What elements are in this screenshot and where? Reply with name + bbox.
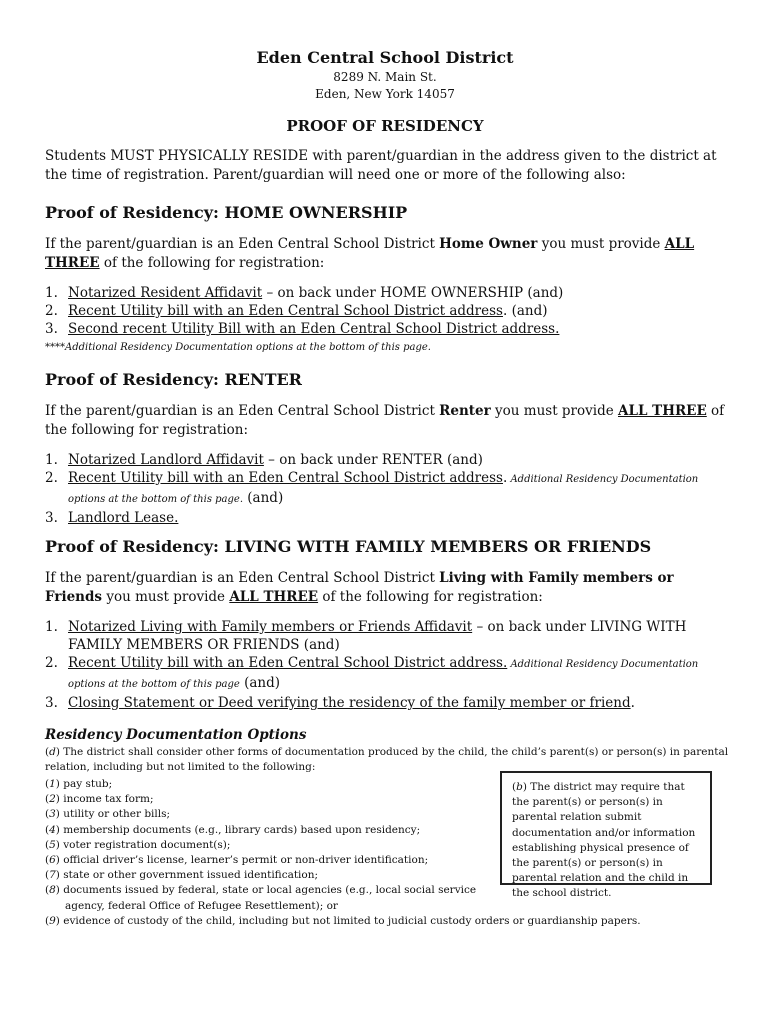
option-number: 7 [49, 869, 56, 882]
option-text: ) official driver’s license, learner’s permit or non-driver identification; [55, 854, 429, 867]
renter-list [45, 451, 735, 527]
subsection-b-text: ) The district may require that the parent(s) or person(s) in parental relation submit documentation and/or information establishing physical presence of the parent(s) or person(s) in parental relation and the child in the school district. [512, 781, 696, 900]
option-text: ) documents issued by federal, state or local agencies (e.g., local social service [55, 884, 477, 897]
lead-text: If the parent/guardian is an Eden Central School District [45, 236, 440, 252]
item-requirement: Recent Utility bill with an Eden Central School District address [68, 303, 503, 319]
intro-paragraph: Students MUST PHYSICALLY RESIDE with parent/guardian in the address given to the district at the time of registration. Parent/guardian will need one or more of the following also: [45, 148, 717, 183]
list-item [45, 469, 735, 509]
option-number: 4 [49, 823, 56, 836]
lead-bold: Home Owner [439, 236, 538, 252]
item-number: 3. [45, 695, 58, 711]
list-item [45, 302, 735, 320]
item-number: 3. [45, 321, 58, 337]
list-item [45, 618, 735, 654]
item-number: 1. [45, 285, 58, 301]
item-requirement: Recent Utility bill with an Eden Central School District address [68, 470, 503, 486]
item-text: (and) [239, 675, 281, 691]
home-ownership-lead [45, 235, 735, 273]
item-text: – on back under RENTER (and) [263, 452, 483, 468]
option-number: 3 [49, 808, 56, 821]
option-item: (1) pay stub; [45, 778, 113, 790]
lead-bold: Renter [439, 403, 491, 419]
option-item: (8) documents issued by federal, state or local agencies (e.g., local social service agency, federal Office of Refugee Resettlement); or [45, 883, 495, 913]
option-number: 9 [49, 915, 56, 927]
option-text: ) state or other government issued identification; [55, 869, 319, 882]
option-text: ) income tax form; [55, 793, 154, 806]
lead-text: of the following for registration: [45, 403, 725, 438]
family-lead [45, 569, 735, 607]
item-requirement: Notarized Resident Affidavit [68, 285, 263, 301]
document-title: PROOF OF RESIDENCY [286, 117, 484, 135]
item-text: (and) [243, 490, 284, 506]
lead-text: If the parent/guardian is an Eden Central School District [45, 403, 440, 419]
note-text: Additional Residency Documentation options at the bottom of this page. [65, 342, 431, 353]
list-item [45, 451, 735, 469]
item-text: . [502, 470, 508, 486]
item-requirement: Recent Utility bill with an Eden Central School District address. [68, 655, 508, 671]
family-heading: Proof of Residency: LIVING WITH FAMILY MEMBERS OR FRIENDS [45, 537, 652, 556]
district-address-line1: 8289 N. Main St. [333, 70, 437, 84]
home-ownership-note [45, 342, 431, 353]
lead-text: you must provide [537, 236, 665, 252]
district-name: Eden Central School District [256, 48, 514, 67]
option-item-last: (9) evidence of custody of the child, including but not limited to judicial custody orders or guardianship papers. [45, 915, 641, 927]
lead-text: you must provide [490, 403, 618, 419]
lead-all-three: ALL THREE [618, 403, 707, 419]
item-requirement: Notarized Living with Family members or Friends Affidavit [68, 619, 473, 635]
option-text: ) voter registration document(s); [55, 838, 231, 851]
item-requirement: Landlord Lease. [68, 510, 179, 526]
options-list [45, 777, 495, 914]
option-text-continued: agency, federal Office of Refugee Resettlement); or [65, 899, 338, 912]
paren: ( [45, 746, 50, 758]
item-requirement: Closing Statement or Deed verifying the residency of the family member or friend [68, 695, 631, 711]
option-item: (2) income tax form; [45, 793, 154, 806]
lead-all-three: ALL THREE [229, 589, 319, 605]
district-address-line2: Eden, New York 14057 [315, 87, 455, 101]
renter-heading: Proof of Residency: RENTER [45, 370, 302, 389]
lead-text: of the following for registration: [99, 255, 325, 271]
subsection-b-box: (b) The district may require that the parent(s) or person(s) in parental relation submit documentation and/or information establishing physical presence of the parent(s) or person(s) in parental relation and the child in the school district. [500, 771, 712, 885]
option-item: (3) utility or other bills; [45, 808, 171, 821]
item-note: Additional Residency Documentation options at the bottom of this page. [68, 474, 699, 505]
option-text: ) evidence of custody of the child, including but not limited to judicial custody orders or guardianship papers. [55, 915, 641, 927]
subsection-letter: d [49, 746, 56, 758]
home-ownership-list [45, 284, 735, 338]
item-requirement: Second recent Utility Bill with an Eden Central School District address. [68, 321, 560, 337]
list-item [45, 694, 735, 712]
options-heading: Residency Documentation Options [45, 727, 307, 743]
option-text: ) membership documents (e.g., library cards) based upon residency; [55, 823, 421, 836]
option-item: (4) membership documents (e.g., library cards) based upon residency; [45, 823, 421, 836]
note-stars: **** [45, 342, 65, 353]
lead-text: of the following for registration: [318, 589, 543, 605]
item-number: 1. [45, 452, 58, 468]
subsection-letter: b [516, 781, 523, 793]
option-item: (5) voter registration document(s); [45, 838, 231, 851]
option-number: 2 [49, 793, 56, 806]
item-requirement: Notarized Landlord Affidavit [68, 452, 264, 468]
option-item: (6) official driver’s license, learner’s permit or non-driver identification; [45, 854, 429, 867]
option-number: 6 [49, 854, 56, 867]
item-number: 3. [45, 510, 58, 526]
list-item [45, 320, 735, 338]
lead-text: If the parent/guardian is an Eden Central School District [45, 570, 440, 586]
lead-all-three: ALL THREE [45, 236, 695, 271]
family-list [45, 618, 735, 712]
option-text: ) utility or other bills; [55, 808, 171, 821]
list-item [45, 654, 735, 694]
renter-lead [45, 402, 735, 440]
option-number: 1 [49, 778, 56, 790]
item-text: – on back under LIVING WITH FAMILY MEMBERS OR FRIENDS (and) [68, 619, 687, 653]
options-intro-text: ) The district shall consider other forms of documentation produced by the child, the child’s parent(s) or person(s) in parental relation, including but not limited to the following: [45, 746, 729, 774]
item-number: 2. [45, 470, 58, 486]
item-text: – on back under HOME OWNERSHIP (and) [262, 285, 564, 301]
lead-text: you must provide [102, 589, 230, 605]
option-number: 8 [49, 884, 56, 897]
item-number: 2. [45, 303, 58, 319]
lead-bold: Living with Family members or Friends [45, 570, 674, 605]
item-note: Additional Residency Documentation options at the bottom of this page [68, 659, 699, 690]
item-number: 1. [45, 619, 58, 635]
option-item: (7) state or other government issued identification; [45, 869, 319, 882]
list-item [45, 509, 735, 527]
item-number: 2. [45, 655, 58, 671]
option-text: ) pay stub; [55, 778, 113, 790]
list-item [45, 284, 735, 302]
option-number: 5 [49, 838, 56, 851]
item-text: . [630, 695, 635, 711]
item-text: . (and) [502, 303, 548, 319]
home-ownership-heading: Proof of Residency: HOME OWNERSHIP [45, 203, 408, 222]
